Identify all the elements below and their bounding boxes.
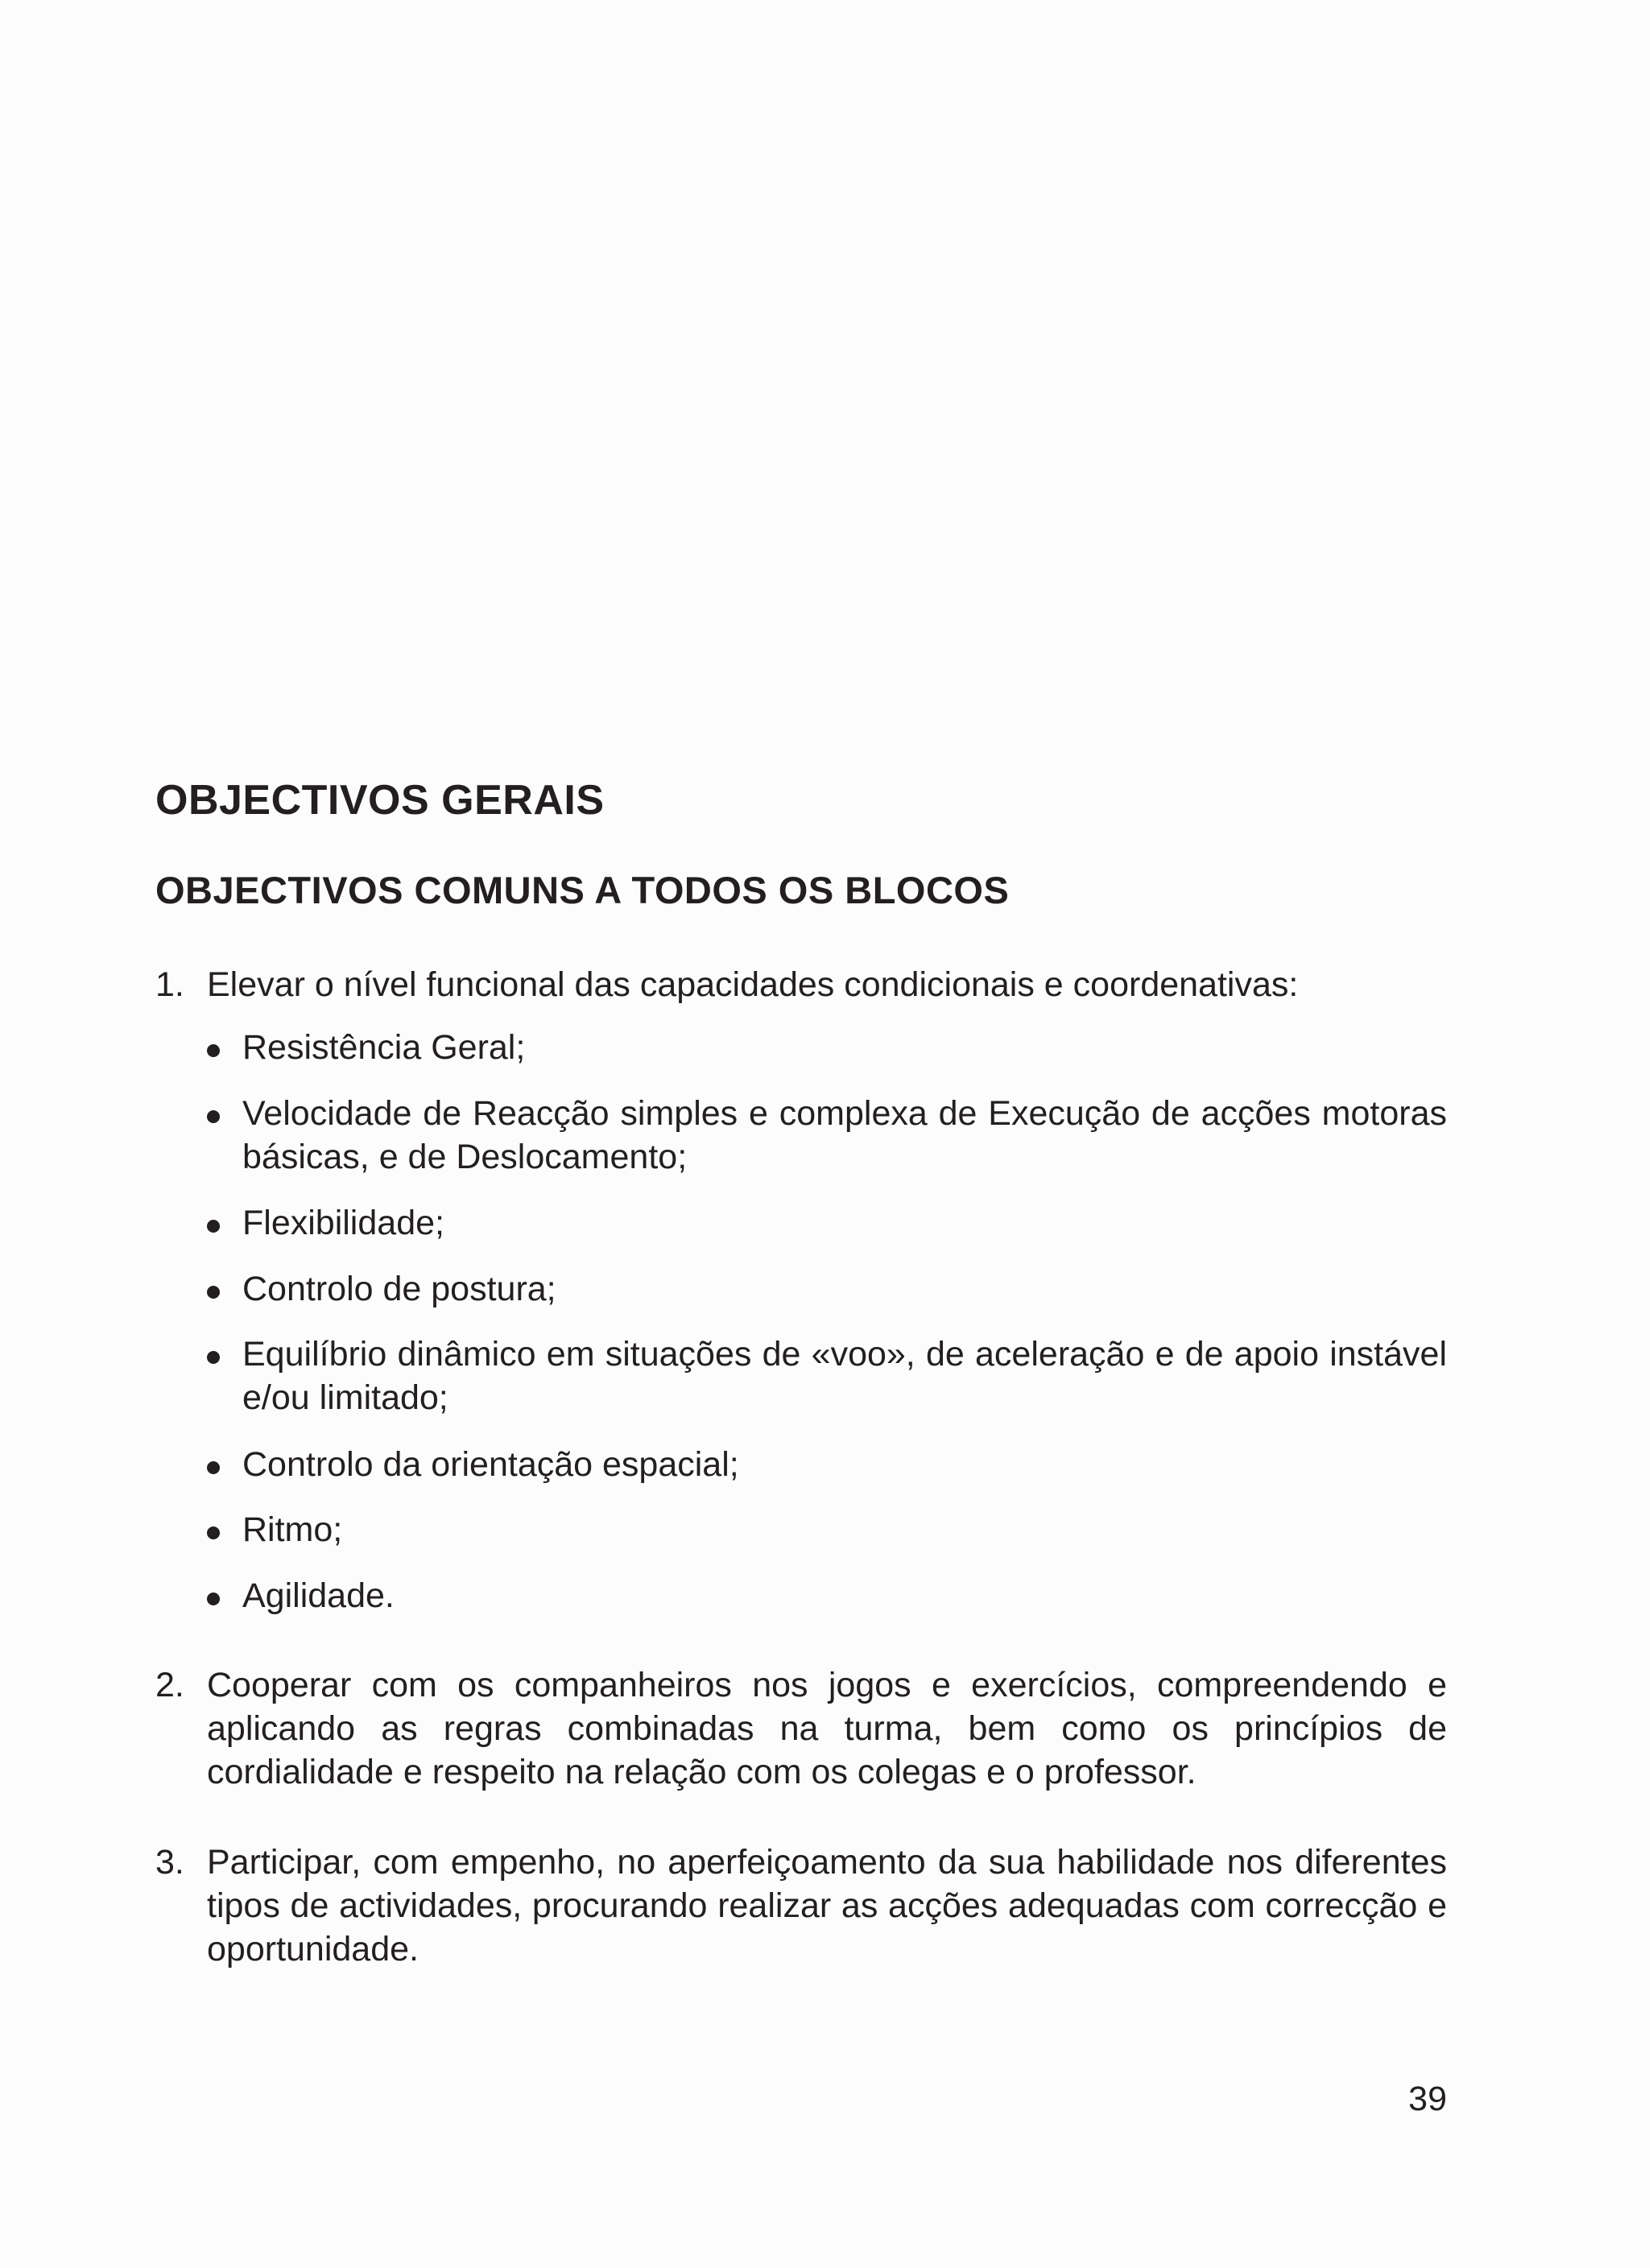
bullet-icon	[207, 1044, 220, 1057]
section-subheading: OBJECTIVOS COMUNS A TODOS OS BLOCOS	[155, 869, 1010, 911]
item-number: 2.	[155, 1666, 184, 1704]
bullet-icon	[207, 1351, 220, 1364]
bullet-text: Controlo de postura;	[242, 1270, 556, 1308]
bullet-icon	[207, 1110, 220, 1123]
item-text: Participar, com empenho, no aperfeiçoamento da sua habilidade nos diferentes tipos de actividades, procurando realizar as acções adequadas com correcção e oportunidade.	[207, 1843, 1447, 1968]
bullet-text: Velocidade de Reacção simples e complexa de Execução de acções motoras básicas, e de Deslocamento;	[242, 1094, 1447, 1176]
bullet-text: Equilíbrio dinâmico em situações de «voo», de aceleração e de apoio instável e/ou limitado;	[242, 1335, 1447, 1417]
bullet-text: Flexibilidade;	[242, 1204, 444, 1242]
bullet-icon	[207, 1461, 220, 1474]
bullet-icon	[207, 1526, 220, 1539]
bullet-text: Controlo da orientação espacial;	[242, 1445, 739, 1484]
bullet-text: Agilidade.	[242, 1576, 395, 1615]
bullet-icon	[207, 1286, 220, 1299]
page-heading: OBJECTIVOS GERAIS	[155, 777, 605, 824]
bullet-text: Ritmo;	[242, 1510, 343, 1549]
item-number: 3.	[155, 1843, 184, 1882]
bullet-icon	[207, 1593, 220, 1605]
page-number: 39	[1408, 2080, 1447, 2118]
item-text: Elevar o nível funcional das capacidades condicionais e coordenativas:	[207, 965, 1299, 1004]
item-number: 1.	[155, 965, 184, 1004]
item-text: Cooperar com os companheiros nos jogos e exercícios, compreendendo e aplicando as regras combinadas na turma, bem como os princípios de cordialidade e respeito na relação com os colegas e o professor.	[207, 1666, 1447, 1791]
bullet-icon	[207, 1220, 220, 1233]
bullet-text: Resistência Geral;	[242, 1028, 526, 1067]
